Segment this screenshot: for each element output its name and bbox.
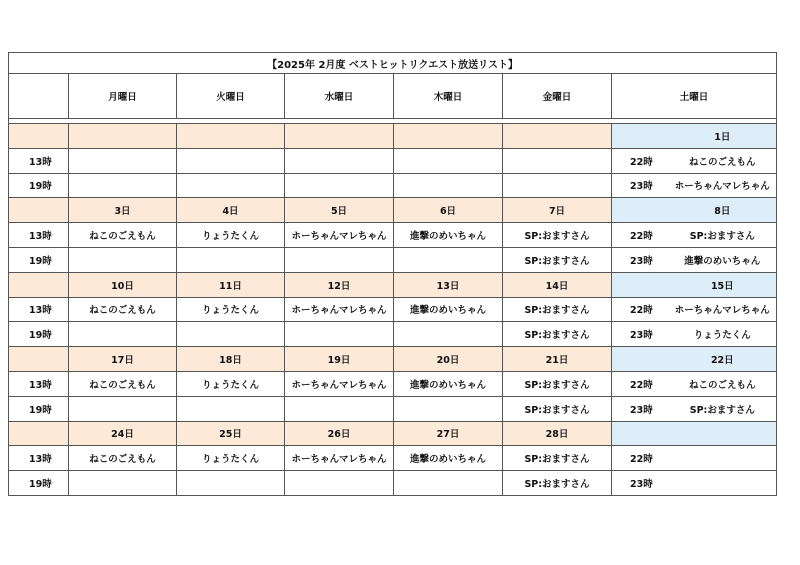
corner-cell [9,74,69,119]
program-cell: ねこのごえもん [69,446,177,471]
date-cell: 13日 [394,272,503,297]
program-cell [394,247,503,272]
saturday-time-label: 23時 [612,396,669,421]
program-cell [285,396,394,421]
date-row-lead [9,124,69,149]
program-cell: SP:おますさん [503,396,612,421]
time-label: 19時 [9,396,69,421]
title-row [9,53,777,74]
header-monday: 月曜日 [69,74,177,119]
time-label: 19時 [9,173,69,198]
slot-row [9,371,777,396]
saturday-time-label: 23時 [612,471,669,496]
saturday-date-cell: 22日 [669,347,777,372]
header-friday: 金曜日 [503,74,612,119]
saturday-time-label: 22時 [612,148,669,173]
time-label: 19時 [9,247,69,272]
saturday-time-label: 23時 [612,247,669,272]
program-cell: りょうたくん [177,446,285,471]
time-label: 19時 [9,322,69,347]
slot-row [9,446,777,471]
program-cell [69,471,177,496]
date-row-lead [9,421,69,446]
program-cell: ホーちゃんマレちゃん [285,297,394,322]
program-cell [177,148,285,173]
program-cell [285,247,394,272]
date-cell [285,124,394,149]
program-cell: SP:おますさん [503,297,612,322]
weekday-header-row [9,74,777,119]
program-cell: りょうたくん [177,297,285,322]
slot-row [9,396,777,421]
date-row [9,198,777,223]
slot-row [9,223,777,248]
saturday-date-cell: 1日 [669,124,777,149]
date-cell: 10日 [69,272,177,297]
program-cell [285,173,394,198]
date-row [9,347,777,372]
program-cell: ねこのごえもん [69,297,177,322]
program-cell [503,148,612,173]
date-cell: 17日 [69,347,177,372]
date-row [9,124,777,149]
header-tuesday: 火曜日 [177,74,285,119]
program-cell [503,173,612,198]
date-cell: 14日 [503,272,612,297]
saturday-date-cell [669,421,777,446]
program-cell [177,396,285,421]
program-cell: ホーちゃんマレちゃん [285,446,394,471]
page-title: 【2025年 2月度 ベストヒットリクエスト放送リスト】 [9,53,777,74]
program-cell [394,173,503,198]
program-cell [69,322,177,347]
program-cell [177,247,285,272]
program-cell [177,173,285,198]
date-cell: 26日 [285,421,394,446]
date-row [9,272,777,297]
program-cell [394,148,503,173]
saturday-program-cell: ねこのごえもん [669,371,777,396]
program-cell [285,148,394,173]
date-cell [503,124,612,149]
saturday-time-label: 22時 [612,371,669,396]
date-cell [394,124,503,149]
date-cell [177,124,285,149]
saturday-date-spacer [612,272,669,297]
date-row-lead [9,272,69,297]
program-cell: ホーちゃんマレちゃん [285,223,394,248]
program-cell [177,322,285,347]
slot-row [9,297,777,322]
saturday-time-label: 22時 [612,297,669,322]
header-saturday: 土曜日 [612,74,777,119]
date-row-lead [9,198,69,223]
date-cell: 25日 [177,421,285,446]
saturday-time-label: 22時 [612,223,669,248]
saturday-date-cell: 8日 [669,198,777,223]
slot-row [9,322,777,347]
header-wednesday: 水曜日 [285,74,394,119]
program-cell: SP:おますさん [503,247,612,272]
date-row [9,421,777,446]
saturday-program-cell: SP:おますさん [669,223,777,248]
header-thursday: 木曜日 [394,74,503,119]
date-cell: 21日 [503,347,612,372]
program-cell: SP:おますさん [503,371,612,396]
program-cell: ねこのごえもん [69,223,177,248]
saturday-program-cell: ホーちゃんマレちゃん [669,173,777,198]
date-cell: 12日 [285,272,394,297]
program-cell [394,471,503,496]
slot-row [9,471,777,496]
date-cell: 18日 [177,347,285,372]
time-label: 13時 [9,297,69,322]
program-cell: SP:おますさん [503,322,612,347]
saturday-time-label: 23時 [612,322,669,347]
date-cell: 24日 [69,421,177,446]
program-cell: りょうたくん [177,371,285,396]
time-label: 19時 [9,471,69,496]
date-cell: 11日 [177,272,285,297]
date-row-lead [9,347,69,372]
date-cell: 3日 [69,198,177,223]
program-cell: ホーちゃんマレちゃん [285,371,394,396]
program-cell: 進撃のめいちゃん [394,297,503,322]
date-cell: 20日 [394,347,503,372]
date-cell: 7日 [503,198,612,223]
saturday-date-spacer [612,198,669,223]
date-cell: 28日 [503,421,612,446]
program-cell: 進撃のめいちゃん [394,223,503,248]
saturday-date-cell: 15日 [669,272,777,297]
time-label: 13時 [9,148,69,173]
program-cell [69,148,177,173]
saturday-program-cell: SP:おますさん [669,396,777,421]
time-label: 13時 [9,371,69,396]
program-cell [285,471,394,496]
date-cell: 19日 [285,347,394,372]
saturday-date-spacer [612,421,669,446]
program-cell: ねこのごえもん [69,371,177,396]
time-label: 13時 [9,223,69,248]
date-cell: 27日 [394,421,503,446]
saturday-program-cell: りょうたくん [669,322,777,347]
program-cell: りょうたくん [177,223,285,248]
program-cell: SP:おますさん [503,471,612,496]
program-cell [69,173,177,198]
program-cell [69,247,177,272]
program-cell [285,322,394,347]
slot-row [9,247,777,272]
slot-row [9,173,777,198]
saturday-program-cell: ホーちゃんマレちゃん [669,297,777,322]
program-cell [394,396,503,421]
saturday-time-label: 22時 [612,446,669,471]
program-cell [69,396,177,421]
broadcast-schedule-table [8,52,777,496]
saturday-program-cell: ねこのごえもん [669,148,777,173]
program-cell [394,322,503,347]
saturday-time-label: 23時 [612,173,669,198]
program-cell [177,471,285,496]
saturday-date-spacer [612,124,669,149]
slot-row [9,148,777,173]
saturday-program-cell: 進撃のめいちゃん [669,247,777,272]
program-cell: 進撃のめいちゃん [394,371,503,396]
program-cell: SP:おますさん [503,446,612,471]
saturday-program-cell [669,471,777,496]
program-cell: SP:おますさん [503,223,612,248]
date-cell [69,124,177,149]
time-label: 13時 [9,446,69,471]
saturday-program-cell [669,446,777,471]
date-cell: 4日 [177,198,285,223]
date-cell: 5日 [285,198,394,223]
saturday-date-spacer [612,347,669,372]
date-cell: 6日 [394,198,503,223]
program-cell: 進撃のめいちゃん [394,446,503,471]
